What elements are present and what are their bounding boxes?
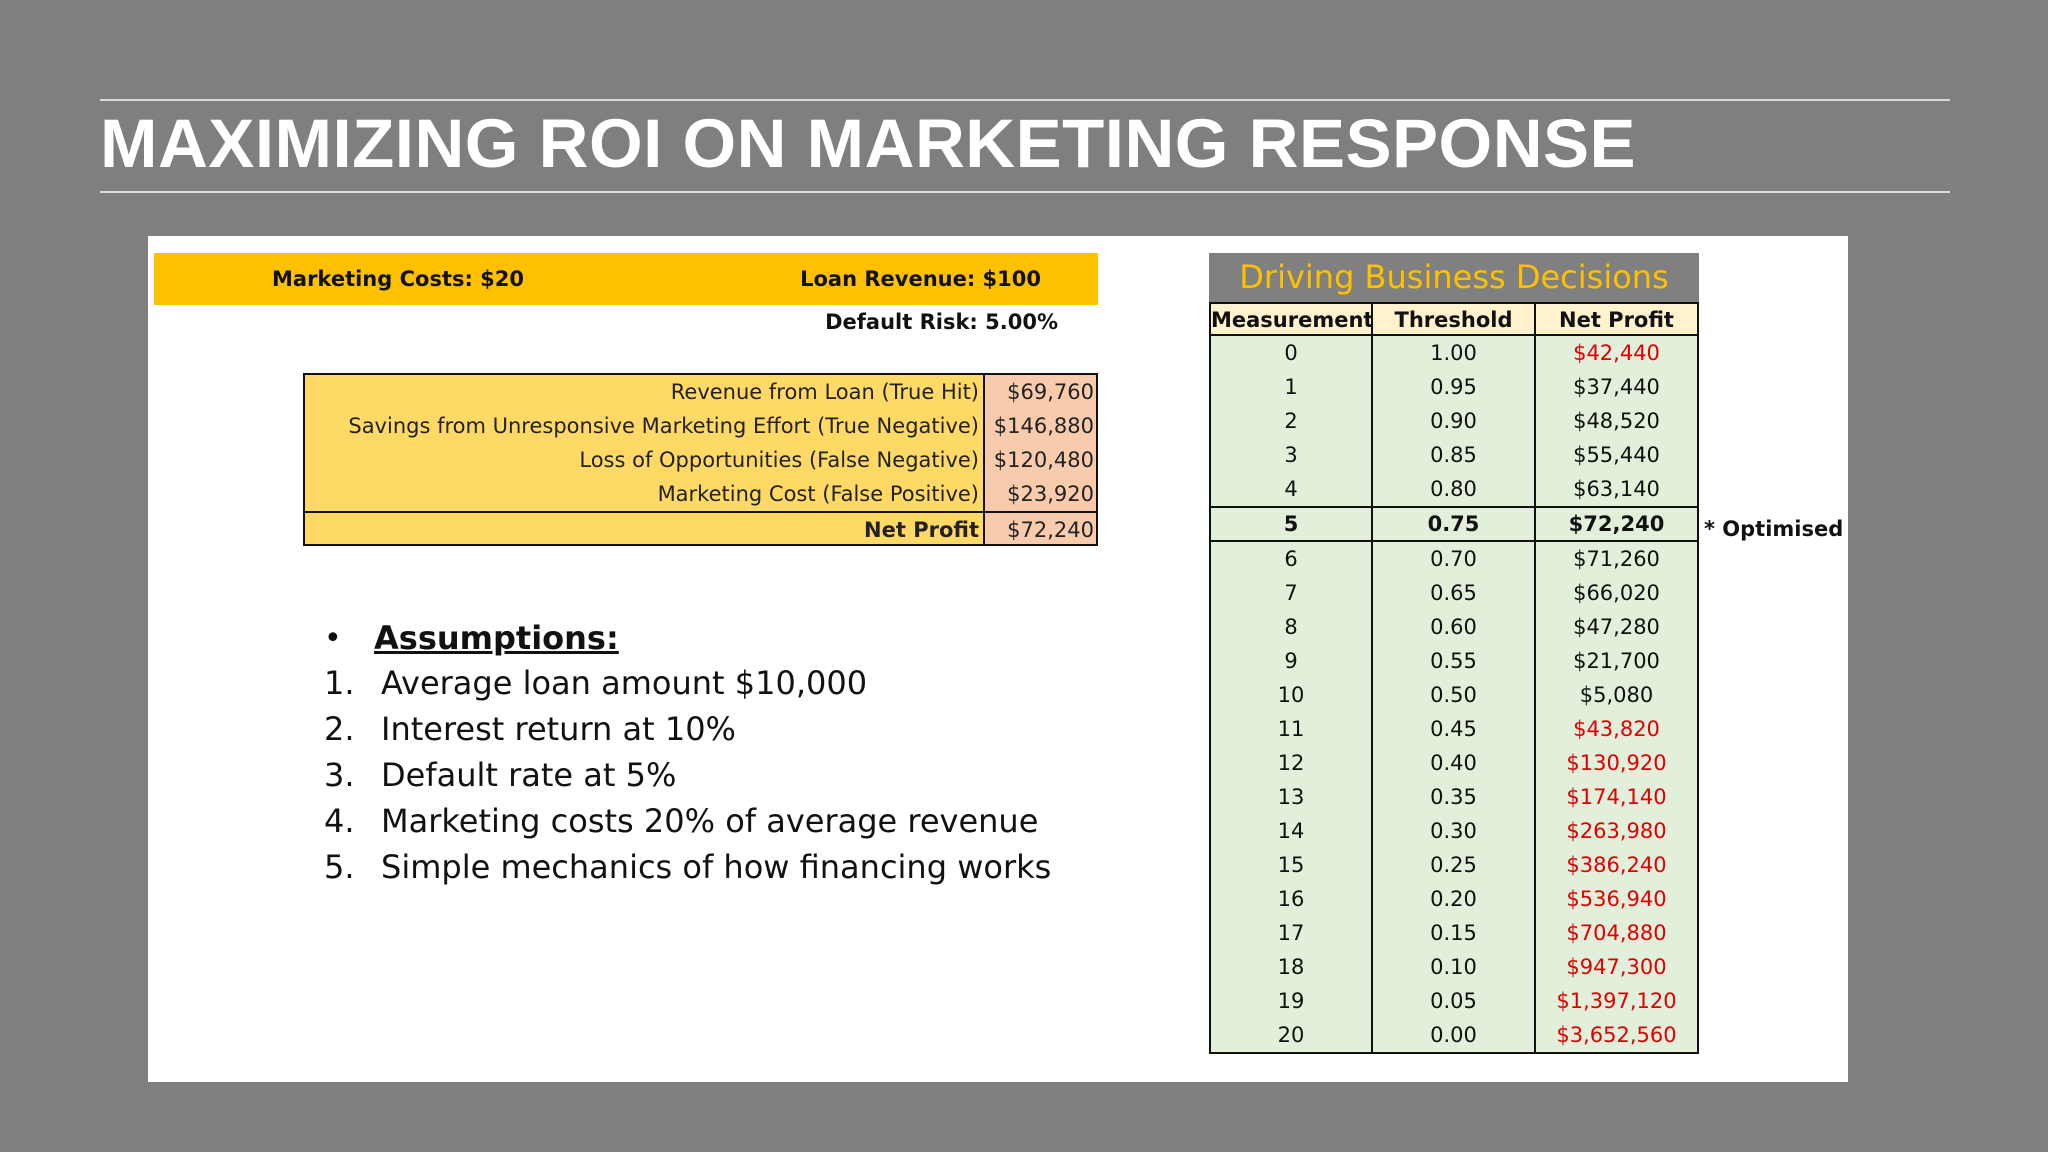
decision-grid: [1209, 302, 1699, 1054]
net-profit-cell: $947,300: [1566, 955, 1667, 979]
net-profit-cell: $63,140: [1573, 477, 1660, 501]
measurement-cell: 17: [1211, 916, 1373, 950]
table-row: [1211, 576, 1697, 610]
summary-row: [305, 477, 1096, 511]
threshold-cell: 0.15: [1373, 916, 1536, 950]
assumption-number: 5.: [324, 848, 355, 886]
net-profit-cell: $386,240: [1566, 853, 1667, 877]
threshold-cell: 1.00: [1373, 336, 1536, 370]
net-profit-cell: $704,880: [1566, 921, 1667, 945]
net-profit-cell: $5,080: [1579, 683, 1654, 707]
threshold-cell: 0.80: [1373, 472, 1536, 506]
assumption-number: 4.: [324, 802, 355, 840]
assumption-item: [324, 798, 1051, 844]
default-risk-label: Default Risk: 5.00%: [825, 310, 1058, 334]
header-threshold: Threshold: [1373, 304, 1536, 334]
threshold-cell: 0.95: [1373, 370, 1536, 404]
summary-row: [305, 375, 1096, 409]
summary-row: [305, 443, 1096, 477]
assumption-text: Average loan amount $10,000: [381, 664, 868, 702]
assumption-text: Default rate at 5%: [381, 756, 677, 794]
assumptions-heading-text: Assumptions:: [374, 619, 619, 657]
threshold-cell: 0.70: [1373, 542, 1536, 576]
profit-summary-table: [303, 373, 1098, 546]
net-profit-cell: $3,652,560: [1556, 1023, 1677, 1047]
loan-revenue-label: Loan Revenue: $100: [800, 267, 1041, 291]
net-profit-cell: $37,440: [1573, 375, 1660, 399]
assumption-text: Marketing costs 20% of average revenue: [381, 802, 1039, 840]
summary-label: Loss of Opportunities (False Negative): [305, 443, 985, 477]
summary-value: $120,480: [985, 443, 1096, 477]
measurement-cell: 11: [1211, 712, 1373, 746]
net-profit-cell: $72,240: [1568, 512, 1665, 536]
decision-table-title: Driving Business Decisions: [1209, 253, 1699, 302]
threshold-cell: 0.45: [1373, 712, 1536, 746]
summary-value: $69,760: [985, 375, 1096, 409]
threshold-cell: 0.40: [1373, 746, 1536, 780]
net-profit-cell: $71,260: [1573, 547, 1660, 571]
slide-title: MAXIMIZING ROI ON MARKETING RESPONSE: [100, 105, 1637, 182]
net-profit-cell: $263,980: [1566, 819, 1667, 843]
net-profit-cell: $21,700: [1573, 649, 1660, 673]
assumption-item: [324, 706, 1051, 752]
assumption-item: [324, 844, 1051, 890]
threshold-cell: 0.25: [1373, 848, 1536, 882]
decision-rows: [1211, 336, 1697, 1052]
content-panel: [148, 236, 1848, 1082]
measurement-cell: 18: [1211, 950, 1373, 984]
measurement-cell: 5: [1211, 508, 1373, 540]
threshold-cell: 0.05: [1373, 984, 1536, 1018]
cost-banner: [154, 253, 1098, 305]
table-row: [1211, 610, 1697, 644]
table-row: [1211, 404, 1697, 438]
threshold-cell: 0.50: [1373, 678, 1536, 712]
assumptions-list: [324, 616, 1051, 890]
table-row: [1211, 950, 1697, 984]
measurement-cell: 20: [1211, 1018, 1373, 1052]
summary-label: Savings from Unresponsive Marketing Effort (True Negative): [305, 409, 985, 443]
threshold-cell: 0.20: [1373, 882, 1536, 916]
measurement-cell: 13: [1211, 780, 1373, 814]
threshold-cell: 0.10: [1373, 950, 1536, 984]
net-profit-cell: $1,397,120: [1556, 989, 1677, 1013]
net-profit-label: Net Profit: [305, 513, 985, 544]
table-row: [1211, 1018, 1697, 1052]
summary-label: Marketing Cost (False Positive): [305, 477, 985, 511]
table-row: [1211, 506, 1697, 542]
net-profit-cell: $536,940: [1566, 887, 1667, 911]
measurement-cell: 9: [1211, 644, 1373, 678]
assumptions-heading: [324, 616, 1051, 660]
summary-value: $146,880: [985, 409, 1096, 443]
net-profit-cell: $174,140: [1566, 785, 1667, 809]
assumption-item: [324, 660, 1051, 706]
table-row: [1211, 678, 1697, 712]
net-profit-cell: $47,280: [1573, 615, 1660, 639]
threshold-cell: 0.30: [1373, 814, 1536, 848]
header-net-profit: Net Profit: [1559, 308, 1674, 332]
net-profit-cell: $48,520: [1573, 409, 1660, 433]
table-row: [1211, 848, 1697, 882]
threshold-cell: 0.00: [1373, 1018, 1536, 1052]
net-profit-cell: $130,920: [1566, 751, 1667, 775]
measurement-cell: 6: [1211, 542, 1373, 576]
table-row: [1211, 814, 1697, 848]
assumption-number: 3.: [324, 756, 355, 794]
summary-net-row: [305, 511, 1096, 544]
marketing-costs-label: Marketing Costs: $20: [272, 267, 525, 291]
table-row: [1211, 644, 1697, 678]
measurement-cell: 8: [1211, 610, 1373, 644]
table-row: [1211, 916, 1697, 950]
threshold-cell: 0.55: [1373, 644, 1536, 678]
net-profit-cell: $43,820: [1573, 717, 1660, 741]
optimised-label: * Optimised: [1704, 517, 1844, 541]
assumption-number: 2.: [324, 710, 355, 748]
measurement-cell: 12: [1211, 746, 1373, 780]
measurement-cell: 2: [1211, 404, 1373, 438]
measurement-cell: 19: [1211, 984, 1373, 1018]
threshold-cell: 0.85: [1373, 438, 1536, 472]
summary-value: $23,920: [985, 477, 1096, 511]
summary-label: Revenue from Loan (True Hit): [305, 375, 985, 409]
measurement-cell: 4: [1211, 472, 1373, 506]
table-row: [1211, 542, 1697, 576]
assumption-text: Simple mechanics of how financing works: [381, 848, 1052, 886]
decision-table: [1209, 253, 1699, 1054]
title-rule-bottom: [100, 191, 1950, 193]
table-row: [1211, 780, 1697, 814]
threshold-cell: 0.75: [1373, 508, 1536, 540]
table-row: [1211, 712, 1697, 746]
net-profit-cell: $66,020: [1573, 581, 1660, 605]
measurement-cell: 7: [1211, 576, 1373, 610]
net-profit-value: $72,240: [985, 513, 1096, 544]
table-row: [1211, 438, 1697, 472]
measurement-cell: 16: [1211, 882, 1373, 916]
measurement-cell: 15: [1211, 848, 1373, 882]
decision-header-row: [1211, 304, 1697, 336]
table-row: [1211, 882, 1697, 916]
assumption-text: Interest return at 10%: [381, 710, 736, 748]
threshold-cell: 0.35: [1373, 780, 1536, 814]
threshold-cell: 0.60: [1373, 610, 1536, 644]
bullet-icon: •: [324, 620, 342, 656]
assumption-item: [324, 752, 1051, 798]
header-measurement: Measurement: [1211, 304, 1373, 334]
threshold-cell: 0.65: [1373, 576, 1536, 610]
measurement-cell: 0: [1211, 336, 1373, 370]
table-row: [1211, 746, 1697, 780]
table-row: [1211, 984, 1697, 1018]
measurement-cell: 1: [1211, 370, 1373, 404]
title-rule-top: [100, 99, 1950, 101]
measurement-cell: 10: [1211, 678, 1373, 712]
measurement-cell: 14: [1211, 814, 1373, 848]
table-row: [1211, 370, 1697, 404]
table-row: [1211, 336, 1697, 370]
assumption-number: 1.: [324, 664, 355, 702]
threshold-cell: 0.90: [1373, 404, 1536, 438]
measurement-cell: 3: [1211, 438, 1373, 472]
net-profit-cell: $55,440: [1573, 443, 1660, 467]
net-profit-cell: $42,440: [1573, 341, 1660, 365]
summary-row: [305, 409, 1096, 443]
table-row: [1211, 472, 1697, 506]
